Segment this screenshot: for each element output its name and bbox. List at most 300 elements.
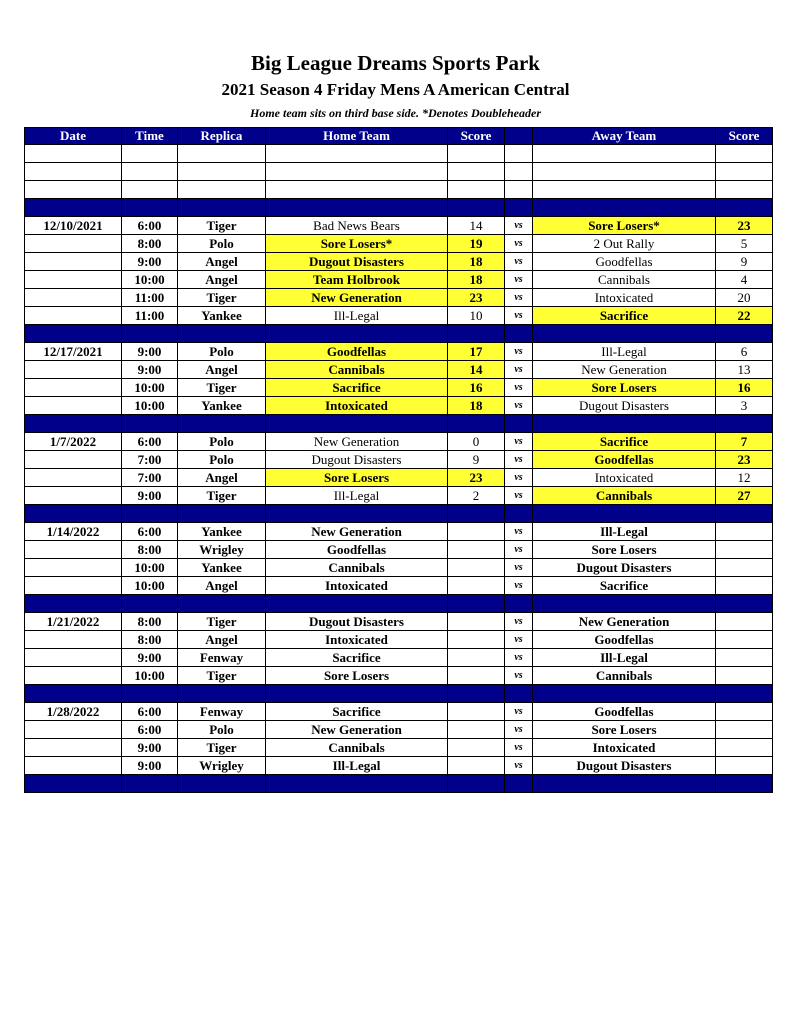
section-separator — [25, 505, 773, 523]
table-row — [25, 451, 773, 469]
away-score-cell — [716, 757, 773, 775]
away-score-cell — [716, 541, 773, 559]
home-score-cell — [448, 739, 505, 757]
home-score-cell — [448, 649, 505, 667]
home-score-cell: 18 — [448, 253, 505, 271]
replica-cell: Angel — [178, 253, 266, 271]
vs-cell: vs — [505, 577, 533, 595]
replica-cell: Tiger — [178, 379, 266, 397]
time-cell: 9:00 — [122, 343, 178, 361]
vs-cell: vs — [505, 667, 533, 685]
separator-cell — [25, 685, 122, 703]
home-score-cell: 18 — [448, 271, 505, 289]
vs-cell: vs — [505, 739, 533, 757]
separator-cell — [716, 325, 773, 343]
separator-cell — [178, 775, 266, 793]
date-cell — [25, 649, 122, 667]
separator-cell — [266, 199, 448, 217]
home-team-cell: New Generation — [266, 523, 448, 541]
replica-cell: Angel — [178, 361, 266, 379]
home-team-cell: Intoxicated — [266, 631, 448, 649]
time-cell: 6:00 — [122, 217, 178, 235]
away-score-cell: 5 — [716, 235, 773, 253]
date-cell — [25, 577, 122, 595]
replica-cell: Tiger — [178, 217, 266, 235]
away-team-cell: Sacrifice — [533, 307, 716, 325]
away-score-cell — [716, 739, 773, 757]
separator-cell — [505, 325, 533, 343]
separator-cell — [448, 595, 505, 613]
date-cell — [25, 307, 122, 325]
home-score-cell: 14 — [448, 217, 505, 235]
separator-cell — [533, 595, 716, 613]
blank-row — [25, 163, 773, 181]
separator-cell — [533, 325, 716, 343]
vs-cell: vs — [505, 487, 533, 505]
separator-cell — [448, 505, 505, 523]
home-score-cell — [448, 631, 505, 649]
home-team-cell: Bad News Bears — [266, 217, 448, 235]
replica-cell: Tiger — [178, 613, 266, 631]
table-row — [25, 271, 773, 289]
away-score-cell — [716, 577, 773, 595]
home-team-cell: Dugout Disasters — [266, 451, 448, 469]
home-score-cell — [448, 523, 505, 541]
home-score-cell: 19 — [448, 235, 505, 253]
blank-cell — [505, 163, 533, 181]
date-cell — [25, 469, 122, 487]
away-score-cell — [716, 613, 773, 631]
home-score-cell — [448, 577, 505, 595]
separator-cell — [716, 775, 773, 793]
table-row — [25, 361, 773, 379]
separator-cell — [122, 199, 178, 217]
home-team-cell: Intoxicated — [266, 397, 448, 415]
col-date-header: Date — [25, 128, 122, 145]
home-team-cell: Goodfellas — [266, 343, 448, 361]
separator-cell — [266, 595, 448, 613]
home-score-cell — [448, 559, 505, 577]
home-team-cell: Cannibals — [266, 559, 448, 577]
page-subtitle: 2021 Season 4 Friday Mens A American Central — [221, 80, 570, 99]
date-cell — [25, 487, 122, 505]
vs-cell: vs — [505, 631, 533, 649]
date-cell — [25, 235, 122, 253]
home-team-cell: Sacrifice — [266, 379, 448, 397]
table-row — [25, 397, 773, 415]
replica-cell: Angel — [178, 631, 266, 649]
replica-cell: Yankee — [178, 307, 266, 325]
blank-cell — [122, 163, 178, 181]
home-team-cell: New Generation — [266, 721, 448, 739]
separator-cell — [505, 415, 533, 433]
section-separator — [25, 415, 773, 433]
table-row — [25, 343, 773, 361]
table-row — [25, 523, 773, 541]
away-team-cell: Dugout Disasters — [533, 397, 716, 415]
home-score-cell: 10 — [448, 307, 505, 325]
time-cell: 11:00 — [122, 307, 178, 325]
replica-cell: Tiger — [178, 487, 266, 505]
away-team-cell: Goodfellas — [533, 631, 716, 649]
away-score-cell: 12 — [716, 469, 773, 487]
vs-cell: vs — [505, 397, 533, 415]
date-cell: 1/7/2022 — [25, 433, 122, 451]
blank-cell — [716, 145, 773, 163]
blank-cell — [266, 163, 448, 181]
date-cell — [25, 667, 122, 685]
separator-cell — [448, 685, 505, 703]
table-row — [25, 559, 773, 577]
section-separator — [25, 595, 773, 613]
vs-cell: vs — [505, 361, 533, 379]
separator-cell — [122, 775, 178, 793]
replica-cell: Angel — [178, 271, 266, 289]
date-cell: 12/17/2021 — [25, 343, 122, 361]
time-cell: 8:00 — [122, 613, 178, 631]
home-score-cell: 18 — [448, 397, 505, 415]
away-score-cell — [716, 703, 773, 721]
separator-cell — [25, 775, 122, 793]
replica-cell: Polo — [178, 343, 266, 361]
away-team-cell: Ill-Legal — [533, 343, 716, 361]
home-score-cell: 0 — [448, 433, 505, 451]
separator-cell — [533, 685, 716, 703]
schedule-table — [24, 127, 773, 793]
section-separator — [25, 199, 773, 217]
away-team-cell: Sore Losers* — [533, 217, 716, 235]
away-score-cell: 9 — [716, 253, 773, 271]
blank-cell — [716, 163, 773, 181]
home-score-cell: 2 — [448, 487, 505, 505]
blank-cell — [716, 181, 773, 199]
header-row — [25, 128, 773, 145]
date-cell: 1/14/2022 — [25, 523, 122, 541]
separator-cell — [448, 325, 505, 343]
separator-cell — [505, 775, 533, 793]
home-team-cell: New Generation — [266, 289, 448, 307]
separator-cell — [716, 415, 773, 433]
separator-cell — [533, 415, 716, 433]
table-row — [25, 541, 773, 559]
time-cell: 10:00 — [122, 577, 178, 595]
vs-cell: vs — [505, 523, 533, 541]
home-team-cell: Sacrifice — [266, 649, 448, 667]
col-away-score-header: Score — [716, 128, 773, 145]
time-cell: 11:00 — [122, 289, 178, 307]
away-team-cell: Ill-Legal — [533, 523, 716, 541]
vs-cell: vs — [505, 559, 533, 577]
home-score-cell: 14 — [448, 361, 505, 379]
replica-cell: Fenway — [178, 649, 266, 667]
away-team-cell: Sore Losers — [533, 541, 716, 559]
replica-cell: Fenway — [178, 703, 266, 721]
away-team-cell: Cannibals — [533, 667, 716, 685]
page-note: Home team sits on third base side. *Denotes Doubleheader — [250, 106, 541, 120]
table-row — [25, 703, 773, 721]
vs-cell: vs — [505, 235, 533, 253]
separator-cell — [266, 685, 448, 703]
blank-cell — [266, 181, 448, 199]
away-team-cell: Goodfellas — [533, 451, 716, 469]
separator-cell — [25, 199, 122, 217]
home-team-cell: Sacrifice — [266, 703, 448, 721]
blank-cell — [25, 181, 122, 199]
section-separator — [25, 325, 773, 343]
replica-cell: Tiger — [178, 739, 266, 757]
home-team-cell: Dugout Disasters — [266, 613, 448, 631]
away-team-cell: Sore Losers — [533, 721, 716, 739]
away-team-cell: New Generation — [533, 361, 716, 379]
away-score-cell — [716, 523, 773, 541]
home-score-cell: 9 — [448, 451, 505, 469]
away-team-cell: Ill-Legal — [533, 649, 716, 667]
away-team-cell: Cannibals — [533, 271, 716, 289]
vs-cell: vs — [505, 703, 533, 721]
separator-cell — [266, 325, 448, 343]
home-score-cell — [448, 667, 505, 685]
blank-cell — [178, 163, 266, 181]
date-cell — [25, 253, 122, 271]
away-team-cell: Intoxicated — [533, 739, 716, 757]
separator-cell — [448, 775, 505, 793]
time-cell: 8:00 — [122, 235, 178, 253]
separator-cell — [178, 685, 266, 703]
separator-cell — [25, 595, 122, 613]
date-cell — [25, 361, 122, 379]
time-cell: 8:00 — [122, 541, 178, 559]
blank-row — [25, 145, 773, 163]
col-replica-header: Replica — [178, 128, 266, 145]
away-team-cell: Goodfellas — [533, 253, 716, 271]
date-cell — [25, 739, 122, 757]
home-score-cell: 16 — [448, 379, 505, 397]
replica-cell: Angel — [178, 577, 266, 595]
blank-cell — [448, 145, 505, 163]
home-score-cell — [448, 613, 505, 631]
date-cell — [25, 559, 122, 577]
home-score-cell — [448, 703, 505, 721]
table-row — [25, 739, 773, 757]
vs-cell: vs — [505, 469, 533, 487]
time-cell: 7:00 — [122, 451, 178, 469]
table-row — [25, 721, 773, 739]
away-score-cell: 4 — [716, 271, 773, 289]
separator-cell — [716, 595, 773, 613]
separator-cell — [266, 775, 448, 793]
replica-cell: Yankee — [178, 559, 266, 577]
date-cell — [25, 757, 122, 775]
away-score-cell — [716, 649, 773, 667]
table-row — [25, 289, 773, 307]
blank-cell — [266, 145, 448, 163]
away-team-cell: 2 Out Rally — [533, 235, 716, 253]
away-score-cell — [716, 631, 773, 649]
blank-cell — [178, 181, 266, 199]
vs-cell: vs — [505, 271, 533, 289]
table-row — [25, 577, 773, 595]
time-cell: 10:00 — [122, 271, 178, 289]
home-team-cell: Sore Losers — [266, 469, 448, 487]
away-score-cell — [716, 721, 773, 739]
home-score-cell — [448, 721, 505, 739]
away-score-cell: 7 — [716, 433, 773, 451]
time-cell: 6:00 — [122, 433, 178, 451]
replica-cell: Polo — [178, 451, 266, 469]
blank-cell — [533, 145, 716, 163]
away-team-cell: Dugout Disasters — [533, 559, 716, 577]
vs-cell: vs — [505, 541, 533, 559]
separator-cell — [122, 415, 178, 433]
time-cell: 9:00 — [122, 253, 178, 271]
away-team-cell: Intoxicated — [533, 289, 716, 307]
separator-cell — [266, 505, 448, 523]
separator-cell — [122, 685, 178, 703]
blank-cell — [505, 181, 533, 199]
home-team-cell: Cannibals — [266, 739, 448, 757]
blank-cell — [122, 181, 178, 199]
vs-cell: vs — [505, 343, 533, 361]
replica-cell: Yankee — [178, 523, 266, 541]
separator-cell — [505, 199, 533, 217]
home-score-cell: 23 — [448, 289, 505, 307]
time-cell: 9:00 — [122, 757, 178, 775]
blank-cell — [448, 163, 505, 181]
vs-cell: vs — [505, 613, 533, 631]
away-team-cell: Intoxicated — [533, 469, 716, 487]
vs-cell: vs — [505, 649, 533, 667]
date-cell: 1/28/2022 — [25, 703, 122, 721]
separator-cell — [178, 325, 266, 343]
home-score-cell — [448, 757, 505, 775]
blank-cell — [25, 163, 122, 181]
away-score-cell: 20 — [716, 289, 773, 307]
date-cell — [25, 397, 122, 415]
time-cell: 10:00 — [122, 379, 178, 397]
time-cell: 9:00 — [122, 361, 178, 379]
table-row — [25, 757, 773, 775]
date-cell — [25, 289, 122, 307]
table-row — [25, 631, 773, 649]
blank-cell — [25, 145, 122, 163]
separator-cell — [266, 415, 448, 433]
vs-cell: vs — [505, 253, 533, 271]
replica-cell: Wrigley — [178, 757, 266, 775]
away-score-cell: 16 — [716, 379, 773, 397]
away-score-cell: 6 — [716, 343, 773, 361]
away-score-cell: 22 — [716, 307, 773, 325]
table-row — [25, 235, 773, 253]
time-cell: 7:00 — [122, 469, 178, 487]
home-team-cell: Dugout Disasters — [266, 253, 448, 271]
separator-cell — [533, 505, 716, 523]
separator-cell — [448, 199, 505, 217]
away-score-cell: 23 — [716, 451, 773, 469]
replica-cell: Wrigley — [178, 541, 266, 559]
away-score-cell: 13 — [716, 361, 773, 379]
col-away-team-header: Away Team — [533, 128, 716, 145]
replica-cell: Tiger — [178, 289, 266, 307]
vs-cell: vs — [505, 379, 533, 397]
date-cell — [25, 379, 122, 397]
home-score-cell: 17 — [448, 343, 505, 361]
time-cell: 6:00 — [122, 523, 178, 541]
separator-cell — [505, 505, 533, 523]
blank-cell — [122, 145, 178, 163]
time-cell: 6:00 — [122, 703, 178, 721]
away-score-cell: 27 — [716, 487, 773, 505]
col-home-score-header: Score — [448, 128, 505, 145]
home-team-cell: Ill-Legal — [266, 307, 448, 325]
home-team-cell: New Generation — [266, 433, 448, 451]
table-row — [25, 667, 773, 685]
time-cell: 10:00 — [122, 397, 178, 415]
home-team-cell: Team Holbrook — [266, 271, 448, 289]
time-cell: 10:00 — [122, 559, 178, 577]
vs-cell: vs — [505, 721, 533, 739]
home-team-cell: Ill-Legal — [266, 487, 448, 505]
away-team-cell: New Generation — [533, 613, 716, 631]
table-row — [25, 433, 773, 451]
time-cell: 10:00 — [122, 667, 178, 685]
col-home-team-header: Home Team — [266, 128, 448, 145]
date-cell: 1/21/2022 — [25, 613, 122, 631]
separator-cell — [178, 415, 266, 433]
table-row — [25, 469, 773, 487]
blank-cell — [178, 145, 266, 163]
separator-cell — [716, 685, 773, 703]
separator-cell — [25, 415, 122, 433]
separator-cell — [25, 505, 122, 523]
replica-cell: Polo — [178, 235, 266, 253]
vs-cell: vs — [505, 307, 533, 325]
vs-cell: vs — [505, 757, 533, 775]
home-team-cell: Goodfellas — [266, 541, 448, 559]
table-row — [25, 649, 773, 667]
page-title: Big League Dreams Sports Park — [251, 51, 540, 75]
table-row — [25, 613, 773, 631]
replica-cell: Angel — [178, 469, 266, 487]
table-row — [25, 217, 773, 235]
table-row — [25, 487, 773, 505]
separator-cell — [178, 199, 266, 217]
col-time-header: Time — [122, 128, 178, 145]
separator-cell — [25, 325, 122, 343]
separator-cell — [505, 685, 533, 703]
home-score-cell — [448, 541, 505, 559]
replica-cell: Polo — [178, 433, 266, 451]
table-row — [25, 307, 773, 325]
vs-cell: vs — [505, 433, 533, 451]
home-team-cell: Intoxicated — [266, 577, 448, 595]
col-vs-header — [505, 128, 533, 145]
table-row — [25, 253, 773, 271]
time-cell: 9:00 — [122, 739, 178, 757]
date-cell — [25, 541, 122, 559]
separator-cell — [122, 325, 178, 343]
time-cell: 9:00 — [122, 649, 178, 667]
home-team-cell: Sore Losers — [266, 667, 448, 685]
date-cell — [25, 721, 122, 739]
home-score-cell: 23 — [448, 469, 505, 487]
home-team-cell: Cannibals — [266, 361, 448, 379]
vs-cell: vs — [505, 289, 533, 307]
time-cell: 9:00 — [122, 487, 178, 505]
home-team-cell: Ill-Legal — [266, 757, 448, 775]
date-cell: 12/10/2021 — [25, 217, 122, 235]
away-team-cell: Sacrifice — [533, 577, 716, 595]
replica-cell: Polo — [178, 721, 266, 739]
